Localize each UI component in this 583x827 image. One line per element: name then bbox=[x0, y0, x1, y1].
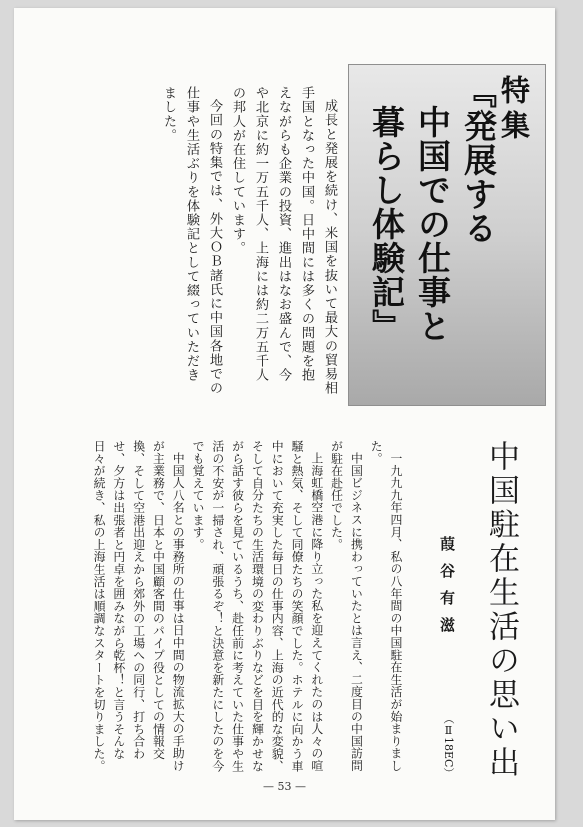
feature-tag: 特集 bbox=[497, 75, 531, 145]
page-number: — 53 — bbox=[263, 780, 306, 793]
body-paragraph: 中国人八名との事務所の仕事は日中間の物流拡大の手助けが主業務で、日本と中国顧客間のパイプ役としての情報交換、そして空港出迎えから郊外の工場への同行、打ち合わせ、夕方は出張者と円卓を囲みながら乾杯！と言うそんな日々が続き、私の上海生活は順調なスタートを切りました。 bbox=[92, 440, 186, 773]
intro-paragraph: 成長と発展を続け、米国を抜いて最大の貿易相手国となった中国。日中間には多くの問題を抱えながらも企業の投資、進出はなお盛んで、今や北京に約一万五千人、上海には約二万五千人の邦人が在住しています。 bbox=[230, 86, 337, 396]
page bbox=[14, 8, 555, 820]
feature-banner bbox=[348, 64, 546, 406]
body-paragraph: 一九九九年四月、私の八年間の中国駐在生活が始まりました。 bbox=[369, 440, 403, 772]
author-name: 葭谷有滋 bbox=[438, 536, 456, 644]
feature-intro bbox=[157, 86, 341, 396]
feature-title bbox=[363, 75, 501, 395]
author-affiliation: （Ⅱ18EC） bbox=[442, 713, 455, 779]
article-body bbox=[88, 440, 405, 780]
feature-title-line: 中国での仕事と bbox=[413, 105, 452, 343]
intro-paragraph: 今回の特集では、外大ＯＢ諸氏に中国各地での仕事や生活ぶりを体験記として綴っていただきました。 bbox=[161, 86, 222, 396]
feature-title-line: 『発展する bbox=[459, 75, 498, 245]
body-paragraph: 中国ビジネスに携わっていたとは言え、二度目の中国訪問が駐在赴任でした。 bbox=[329, 440, 364, 772]
article-title: 中国駐在生活の思い出 bbox=[483, 440, 519, 780]
feature-title-line: 暮らし体験記』 bbox=[367, 105, 406, 343]
body-paragraph: 上海虹橋空港に降り立った私を迎えてくれたのは人々の喧騒と熱気、そして同僚たちの笑顔でした。ホテルに向かう車中において充実した毎日の仕事内容、上海の近代的な変貌、そして自分たちの生活環境の変わりぶりなどを目を輝かせながら話す彼らを見ているうち、赴任前に考えていた仕事や生活の不安が一掃され、頑張るぞ！と決意を新たにしたのを今でも覚えています。 bbox=[191, 440, 324, 773]
